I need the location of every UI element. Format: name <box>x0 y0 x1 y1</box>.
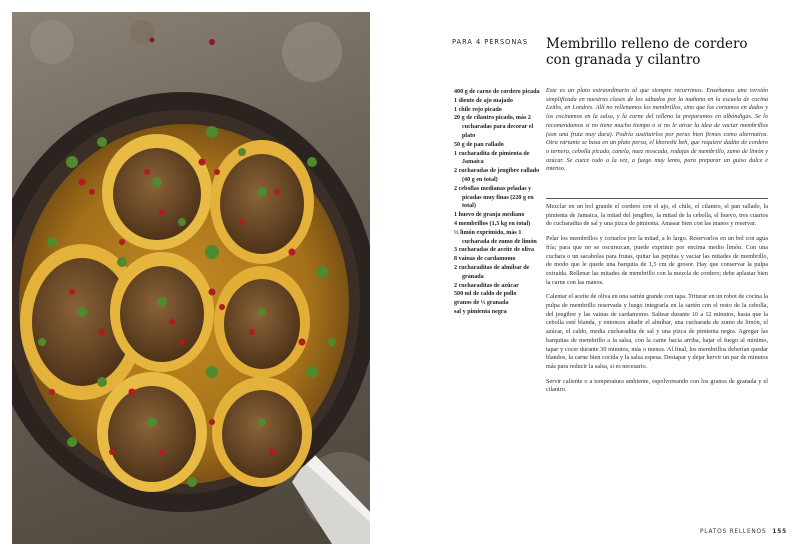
step-paragraph: Calentar el aceite de oliva en una sartén grande con tapa. Triturar en un robot de cocina la pulpa de membrillo reservada y luego integrarla en la sartén con el resto de la cebolla, del jengibre y las vainas de cardamomo. Saltear durante 10 a 12 minutos, hasta que la cebolla esté blanda, y entonces añadir el almíbar, una cucharada de zumo de limón, el azúcar, el caldo, media cucharadita de sal y una pizca de pimienta negra. Agregar las barquitas de membrillo a la salsa, con la carne hacia arriba, bajar el fuego al mínimo, tapar y cocer durante 30 minutos, más o menos. Al final, los membrillos deberían quedar blandos, la carne bien cocida y la salsa espesa. Destapar y dejar hervir un par de minutos más para reducir la salsa, si es necesario. <box>546 293 768 370</box>
recipe-title-line1: Membrillo relleno de cordero <box>546 36 748 52</box>
step-paragraph: Pelar los membrillos y cortarlos por la mitad, a lo largo. Reservarlos en un bol con agua fría; para que no se oscurezcan, puede exprimir por encima medio limón. Con una cuchara o un sacabolas para frutas, quitar las pepitas y vaciar las mitades de membrillo, de modo que le quede una barquita de 1,5 cm de grosor. Hay que conservar la pulpa extraída. Rellenar las mitades de membrillo con la mezcla de cordero; debe aplastar bien la carne con las manos. <box>546 235 768 286</box>
ingredient-item: 50 g de pan rallado <box>454 141 504 148</box>
step-paragraph: Servir caliente o a temperatura ambiente, espolvoreando con los granos de granada y el cilantro. <box>546 377 768 394</box>
ingredient-item: 20 g de cilantro picado, más 2 cucharadas para decorar el plato <box>454 115 534 139</box>
ingredient-item: 1 chile rojo picado <box>454 106 502 113</box>
ingredient-item: 1 huevo de granja mediano <box>454 212 525 219</box>
ingredient-item: 2 cucharaditas de almíbar de granada <box>454 264 530 280</box>
section-divider <box>546 198 768 199</box>
ingredient-item: ½ limón exprimido, más 1 cucharada de zumo de limón <box>454 229 537 245</box>
ingredient-item: 1 diente de ajo majado <box>454 97 513 104</box>
ingredient-item: sal y pimienta negra <box>454 308 507 315</box>
ingredient-list <box>454 88 544 317</box>
ingredient-item: 400 g de carne de cordero picada <box>454 89 540 95</box>
food-photo <box>12 12 370 544</box>
ingredient-item: 2 cucharadas de jengibre rallado (40 g en total) <box>454 168 540 183</box>
footer-section: PLATOS RELLENOS <box>700 529 767 535</box>
ingredient-item: 2 cucharaditas de azúcar <box>454 282 519 289</box>
step-paragraph: Mezclar en un bol grande el cordero con el ajo, el chile, el cilantro, el pan rallado, la pimienta de Jamaica, la mitad del jengibre, la mitad de la cebolla, el huevo, tres cuartos de cucharadita de sal y una pizca de pimienta. Amasar bien con las manos y reservar. <box>546 203 768 228</box>
ingredient-item: 1 cucharadita de pimienta de Jamaica <box>454 150 530 166</box>
ingredient-item: 8 vainas de cardamomo <box>454 256 516 263</box>
ingredient-item: granos de ½ granada <box>454 300 509 307</box>
page-footer <box>700 529 787 535</box>
recipe-steps <box>546 203 768 401</box>
servings-label: PARA 4 PERSONAS <box>452 38 529 46</box>
ingredient-item: 2 cebollas medianas peladas y picadas muy finas (220 g en total) <box>454 185 534 210</box>
recipe-title-line2: con granada y cilantro <box>546 52 701 68</box>
recipe-page <box>370 0 800 554</box>
ingredient-item: 4 membrillos (1,3 kg en total) <box>454 220 531 227</box>
ingredient-item: 500 ml de caldo de pollo <box>454 291 517 298</box>
page-number: 155 <box>772 529 787 535</box>
food-photo-icon <box>12 12 370 544</box>
recipe-intro: Este es un plato extraordinario al que siempre recurrimos. Enseñamos una versión simplificada en nuestras clases de los sábados por la mañana en la escuela de cocina Leiths, en Londres. Allí no rellenamos los membrillos, sino que los cortamos en dados y los cocinamos en la salsa, y la carne del relleno la preparamos en albóndigas. Se lo recomendamos si no tiene mucho tiempo o si no le atrae la idea de vaciar membrillos (son una fruta muy dura). Podría sustituirlos por peras bien firmes como alternativa. Otra variante se basa en un plato persa, el khoreshi beh, que requiere dadito de cordero o ternera, cebolla picada, canela, nuez moscada, rodajas de membrillo, zumo de limón y azúcar. Se cuece todo a la vez, a fuego muy lento, para preparar un guiso dulce e intenso. <box>546 87 768 173</box>
ingredient-item: 3 cucharadas de aceite de oliva <box>454 247 535 254</box>
recipe-title <box>546 36 786 68</box>
